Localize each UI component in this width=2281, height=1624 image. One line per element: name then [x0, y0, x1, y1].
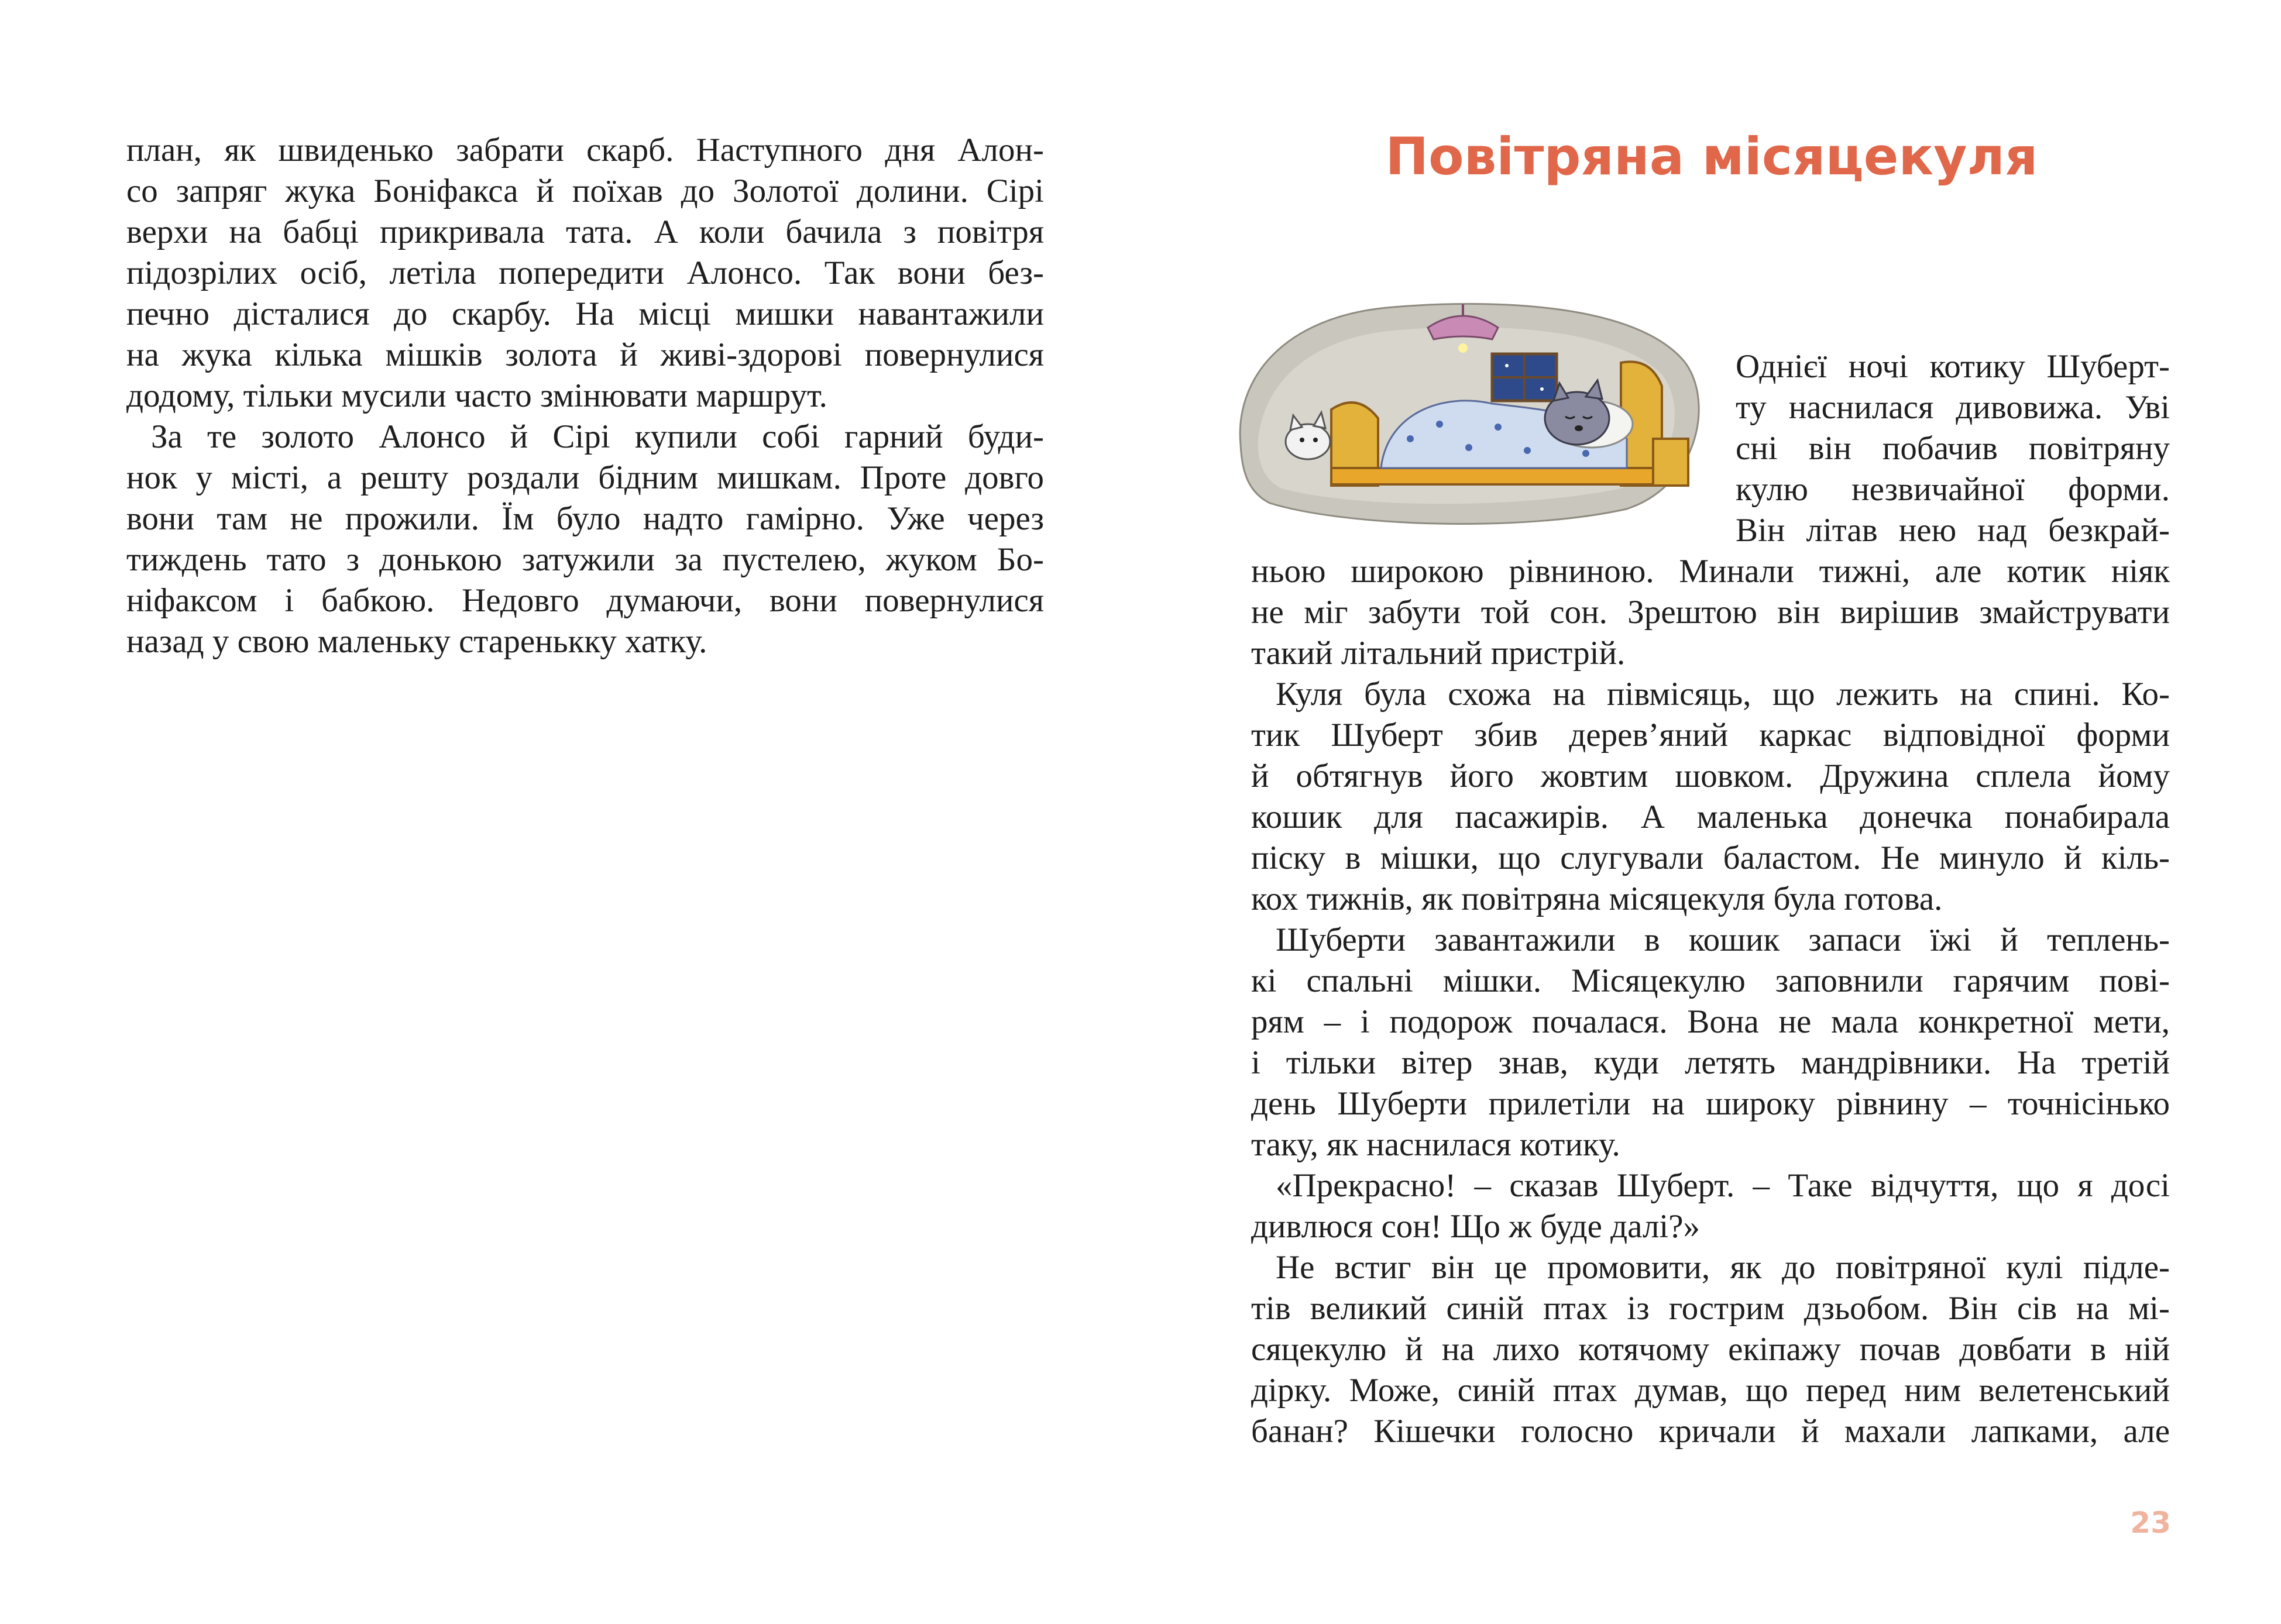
text-line: назад у свою маленьку старенькку хатку. — [126, 623, 707, 660]
text-line: на жука кілька мішків золота й живі-здорові повернулися — [126, 336, 1044, 373]
text-line: тів великий синій птах із гострим дзьобом. Він сів на мі- — [1251, 1290, 2170, 1327]
text-line: кошик для пасажирів. А маленька донечка понабирала — [1251, 799, 2170, 835]
text-line: Однієї ночі котику Шуберт- — [1736, 348, 2170, 385]
text-line: нок у місті, а решту роздали бідним мишкам. Проте довго — [126, 459, 1044, 496]
text-line: кі спальні мішки. Місяцекулю заповнили гарячим пові- — [1251, 962, 2170, 999]
text-line: За те золото Алонсо й Сірі купили собі гарний буди- — [151, 418, 1044, 455]
sleeping-cat-illustration — [1217, 293, 1709, 538]
text-line: день Шуберти прилетіли на широку рівнину – точнісінько — [1251, 1085, 2170, 1122]
text-line: «Прекрасно! – сказав Шуберт. – Таке відчуття, що я досі — [1276, 1167, 2170, 1204]
text-line: таку, як наснилася котику. — [1251, 1126, 1620, 1163]
text-line: Шуберти завантажили в кошик запаси їжі й теплень- — [1276, 921, 2170, 958]
page-number: 23 — [2130, 1506, 2171, 1540]
text-line: план, як швиденько забрати скарб. Наступного дня Алон- — [126, 132, 1044, 168]
text-line: банан? Кішечки голосно кричали й махали лапками, але — [1251, 1413, 2170, 1450]
text-line: ньою широкою рівниною. Минали тижні, але котик ніяк — [1251, 553, 2170, 590]
text-line: не міг забути той сон. Зрештою він вирішив змайструвати — [1251, 594, 2170, 631]
text-line: Він літав нею над безкрай- — [1736, 512, 2170, 549]
text-line: й обтягнув його жовтим шовком. Дружина сплела йому — [1251, 758, 2170, 794]
text-line: ніфаксом і бабкою. Недовго думаючи, вони повернулися — [126, 582, 1044, 619]
text-line: ту наснилася дивовижа. Уві — [1736, 389, 2170, 426]
text-line: вони там не прожили. Їм було надто гамірно. Уже через — [126, 500, 1044, 537]
text-line: Не встиг він це промовити, як до повітряної кулі підле- — [1276, 1249, 2170, 1286]
text-line: тиждень тато з донькою затужили за пустелею, жуком Бо- — [126, 541, 1044, 578]
text-line: такий літальний пристрій. — [1251, 635, 1626, 672]
text-line: печно дісталися до скарбу. На місці мишки навантажили — [126, 295, 1044, 332]
text-line: верхи на бабці прикривала тата. А коли бачила з повітря — [126, 214, 1044, 250]
chapter-title: Повітряна місяцекуля — [1385, 126, 2038, 187]
text-line: сні він побачив повітряну — [1736, 430, 2170, 467]
text-line: со запряг жука Боніфакса й поїхав до Золотої долини. Сірі — [126, 173, 1044, 209]
text-line: тик Шуберт збив дерев’яний каркас відповідної форми — [1251, 717, 2170, 753]
text-line: додому, тільки мусили часто змінювати маршрут. — [126, 377, 827, 414]
text-line: кох тижнів, як повітряна місяцекуля була готова. — [1251, 880, 1943, 917]
text-line: підозрілих осіб, летіла попередити Алонсо. Так вони без- — [126, 254, 1044, 291]
text-line: піску в мішки, що слугували баластом. Не минуло й кіль- — [1251, 839, 2170, 876]
text-line: Куля була схожа на півмісяць, що лежить на спині. Ко- — [1276, 676, 2170, 713]
text-line: дірку. Може, синій птах думав, що перед ним велетенський — [1251, 1372, 2170, 1409]
text-line: сяцекулю й на лихо котячому екіпажу почав довбати в ній — [1251, 1331, 2170, 1368]
text-line: рям – і подорож почалася. Вона не мала конкретної мети, — [1251, 1003, 2170, 1040]
text-line: кулю незвичайної форми. — [1736, 471, 2170, 508]
text-line: і тільки вітер знав, куди летять мандрівники. На третій — [1251, 1044, 2170, 1081]
text-line: дивлюся сон! Що ж буде далі?» — [1251, 1208, 1701, 1245]
